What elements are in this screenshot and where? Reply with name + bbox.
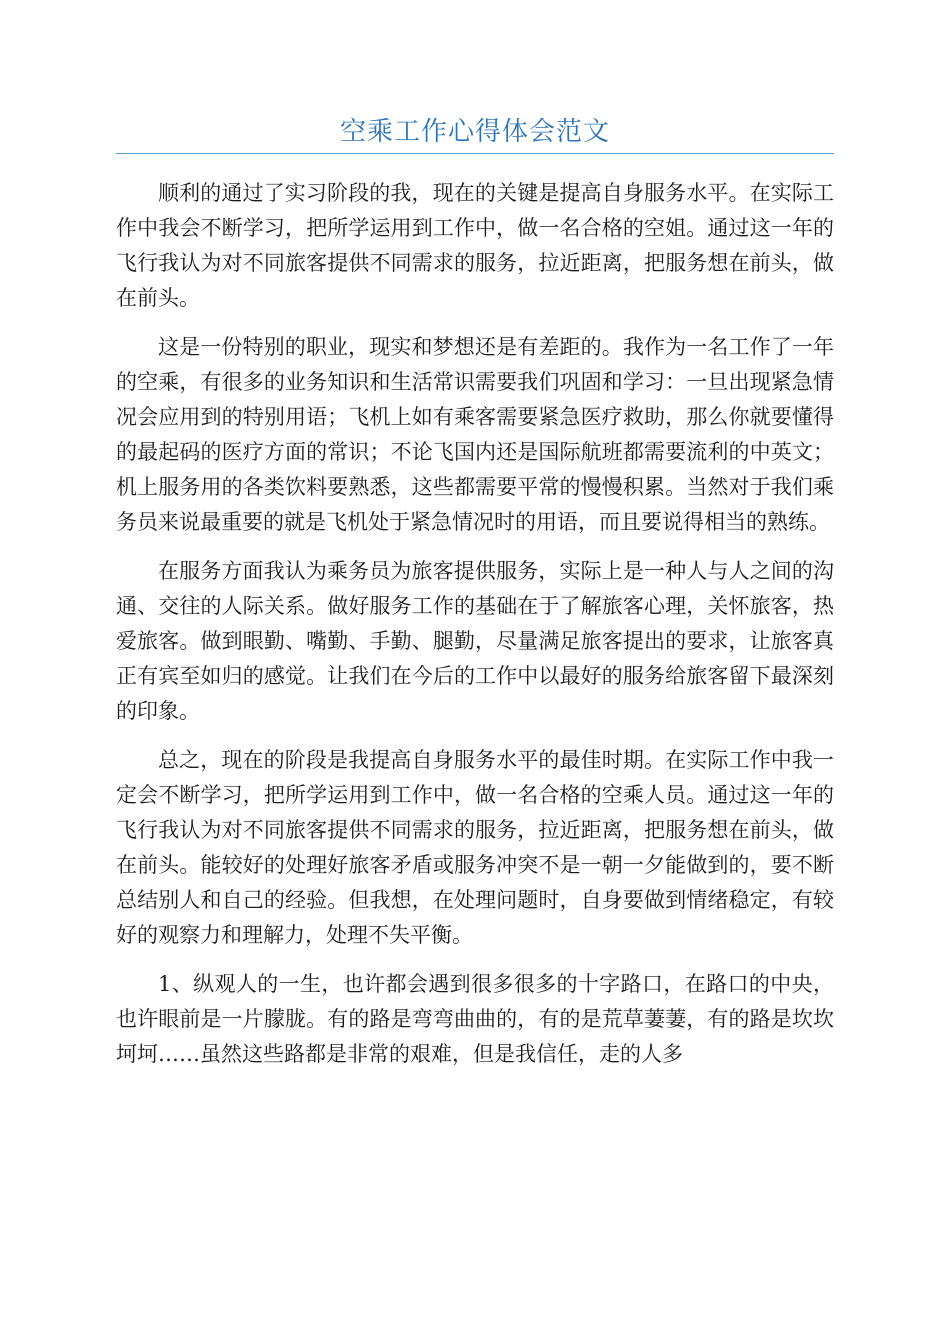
- document-title: 空乘工作心得体会范文: [339, 117, 610, 147]
- document-body: [116, 176, 834, 1086]
- paragraph-2: 这是一份特别的职业，现实和梦想还是有差距的。我作为一名工作了一年的空乘，有很多的业务知识和生活常识需要我们巩固和学习：一旦出现紧急情况会应用到的特别用语；飞机上如有乘客需要紧急医疗救助，那么你就要懂得的最起码的医疗方面的常识；不论飞国内还是国际航班都需要流利的中英文；机上服务用的各类饮料要熟悉，这些都需要平常的慢慢积累。当然对于我们乘务员来说最重要的就是飞机处于紧急情况时的用语，而且要说得相当的熟练。: [116, 335, 834, 534]
- paragraph-4: 总之，现在的阶段是我提高自身服务水平的最佳时期。在实际工作中我一定会不断学习，把所学运用到工作中，做一名合格的空乘人员。通过这一年的飞行我认为对不同旅客提供不同需求的服务，拉近距离，把服务想在前头，做在前头。能较好的处理好旅客矛盾或服务冲突不是一朝一夕能做到的，要不断总结别人和自己的经验。但我想，在处理问题时，自身要做到情绪稳定，有较好的观察力和理解力，处理不失平衡。: [116, 748, 834, 947]
- paragraph-3: 在服务方面我认为乘务员为旅客提供服务，实际上是一种人与人之间的沟通、交往的人际关系。做好服务工作的基础在于了解旅客心理，关怀旅客，热爱旅客。做到眼勤、嘴勤、手勤、腿勤，尽量满足旅客提出的要求，让旅客真正有宾至如归的感觉。让我们在今后的工作中以最好的服务给旅客留下最深刻的印象。: [116, 559, 834, 723]
- title-underline: [116, 153, 834, 154]
- paragraph-1: 顺利的通过了实习阶段的我，现在的关键是提高自身服务水平。在实际工作中我会不断学习，把所学运用到工作中，做一名合格的空姐。通过这一年的飞行我认为对不同旅客提供不同需求的服务，拉近距离，把服务想在前头，做在前头。: [116, 181, 834, 310]
- paragraph-5: 1、纵观人的一生，也许都会遇到很多很多的十字路口，在路口的中央，也许眼前是一片朦胧。有的路是弯弯曲曲的，有的是荒草萋萋，有的路是坎坎坷坷……虽然这些路都是非常的艰难，但是我信任，走的人多: [116, 972, 834, 1066]
